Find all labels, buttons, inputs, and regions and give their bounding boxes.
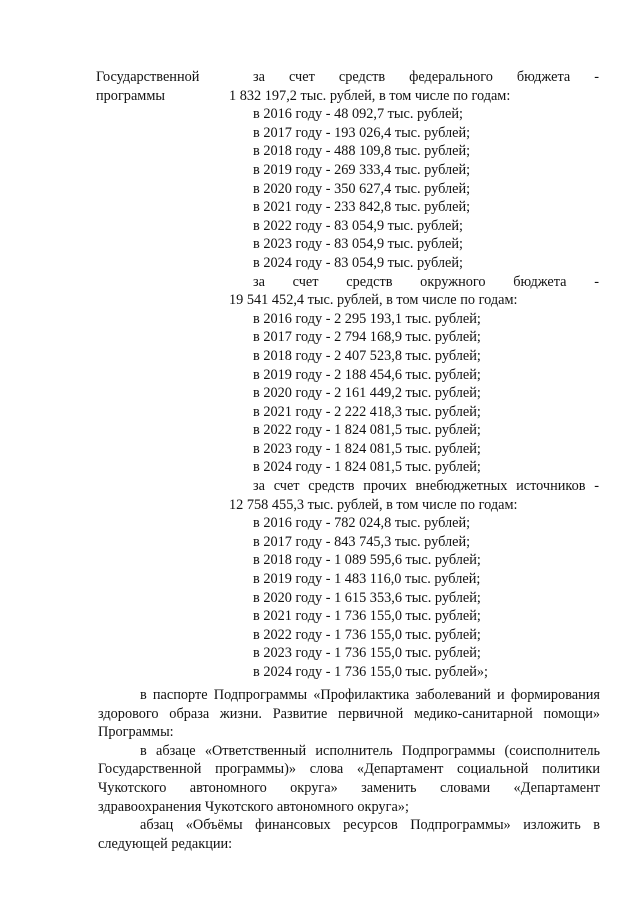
funding-section-other <box>229 477 599 682</box>
section-total: 12 758 455,3 тыс. рублей, в том числе по годам: <box>229 496 518 513</box>
year-line: в 2022 году - 1 736 155,0 тыс. рублей; <box>253 626 481 643</box>
row-label <box>96 68 221 105</box>
year-line: в 2018 году - 488 109,8 тыс. рублей; <box>253 143 471 160</box>
year-line: в 2021 году - 2 222 418,3 тыс. рублей; <box>253 403 481 420</box>
paragraph: в паспорте Подпрограммы «Профилактика заболеваний и формирования здорового образа жизни. Развитие первичной медико-санитарной помощи» Программы: <box>98 687 600 741</box>
year-line: в 2016 году - 2 295 193,1 тыс. рублей; <box>253 310 481 327</box>
year-line: в 2017 году - 193 026,4 тыс. рублей; <box>253 124 471 141</box>
section-total: 19 541 452,4 тыс. рублей, в том числе по годам: <box>229 292 518 309</box>
year-line: в 2023 году - 1 736 155,0 тыс. рублей; <box>253 645 481 662</box>
section-total: 1 832 197,2 тыс. рублей, в том числе по годам: <box>229 87 511 104</box>
section-intro: за счет средств федерального бюджета - <box>253 69 599 85</box>
paragraph: в абзаце «Ответственный исполнитель Подпрограммы (соисполнитель Государственной программы)» слова «Департамент социальной политики Чукотского автономного округа» заменить словами «Департамент здравоохранения Чукотского автономного округа»; <box>98 742 600 815</box>
year-line: в 2018 году - 1 089 595,6 тыс. рублей; <box>253 552 481 569</box>
year-line: в 2023 году - 1 824 081,5 тыс. рублей; <box>253 440 481 457</box>
year-line: в 2017 году - 2 794 168,9 тыс. рублей; <box>253 329 481 346</box>
year-line: в 2020 году - 2 161 449,2 тыс. рублей; <box>253 385 481 402</box>
section-intro: за счет средств окружного бюджета - <box>253 273 599 290</box>
year-line: в 2023 году - 83 054,9 тыс. рублей; <box>253 236 463 253</box>
year-line: в 2019 году - 269 333,4 тыс. рублей; <box>253 161 471 178</box>
row-label-line: программы <box>96 87 166 104</box>
year-line: в 2024 году - 1 824 081,5 тыс. рублей; <box>253 459 481 476</box>
year-line: в 2020 году - 1 615 353,6 тыс. рублей; <box>253 589 481 606</box>
funding-section-district <box>229 273 599 478</box>
paragraph: абзац «Объёмы финансовых ресурсов Подпрограммы» изложить в следующей редакции: <box>98 817 600 852</box>
year-line: в 2019 году - 1 483 116,0 тыс. рублей; <box>253 571 481 588</box>
year-line: в 2019 году - 2 188 454,6 тыс. рублей; <box>253 366 481 383</box>
year-line: в 2021 году - 233 842,8 тыс. рублей; <box>253 199 471 216</box>
amendment-text <box>98 686 600 853</box>
funding-column <box>229 68 599 682</box>
row-label-line: Государственной <box>96 69 200 85</box>
section-intro: за счет средств прочих внебюджетных источников - <box>253 478 599 495</box>
funding-section-federal <box>229 68 599 273</box>
year-line: в 2022 году - 1 824 081,5 тыс. рублей; <box>253 422 481 439</box>
year-line: в 2017 году - 843 745,3 тыс. рублей; <box>253 533 471 550</box>
year-line: в 2024 году - 1 736 155,0 тыс. рублей»; <box>253 664 488 680</box>
year-line: в 2022 году - 83 054,9 тыс. рублей; <box>253 217 463 234</box>
year-line: в 2016 году - 48 092,7 тыс. рублей; <box>253 106 463 123</box>
year-line: в 2016 году - 782 024,8 тыс. рублей; <box>253 515 471 532</box>
year-line: в 2018 году - 2 407 523,8 тыс. рублей; <box>253 347 481 364</box>
year-line: в 2020 году - 350 627,4 тыс. рублей; <box>253 180 471 197</box>
year-line: в 2021 году - 1 736 155,0 тыс. рублей; <box>253 608 481 625</box>
year-line: в 2024 году - 83 054,9 тыс. рублей; <box>253 254 463 271</box>
